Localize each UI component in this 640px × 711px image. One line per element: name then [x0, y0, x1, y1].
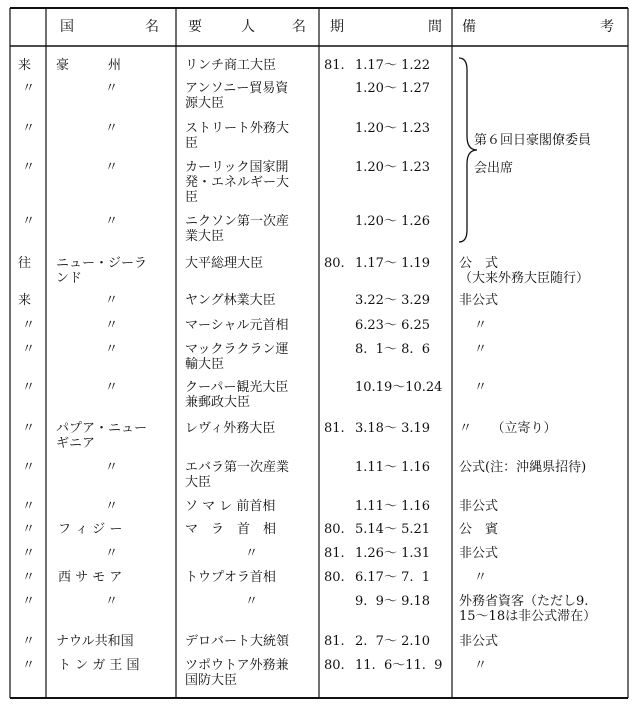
header-country-1: 国 — [60, 19, 74, 35]
header-note-2: 考 — [600, 19, 614, 35]
cell-direction: 〃 — [22, 522, 36, 537]
cell-country: 〃 — [105, 460, 119, 475]
group-note: 第６回日豪閣僚委員 会出席 — [474, 133, 592, 176]
cell-direction: 〃 — [22, 546, 36, 561]
cell-direction: 来 — [18, 58, 32, 73]
cell-direction: 来 — [18, 293, 32, 308]
cell-country: フ ィ ジ ー — [58, 522, 123, 537]
cell-period: 1.26～ 1.31 — [355, 546, 431, 561]
cell-country: 〃 — [105, 318, 119, 333]
header-country-2: 名 — [145, 19, 159, 35]
cell-direction: 〃 — [22, 214, 36, 229]
cell-country: 〃 — [105, 81, 119, 96]
cell-note: 〃 — [474, 380, 488, 395]
cell-year: 81. — [324, 634, 345, 649]
cell-country: ニュー・ジーラ ンド — [56, 256, 148, 286]
cell-person: ストリート外務大 臣 — [185, 121, 290, 151]
cell-country: ト ン ガ 王 国 — [58, 658, 140, 673]
cell-direction: 〃 — [22, 421, 36, 436]
cell-person: ソ マ レ 前首相 — [185, 499, 276, 514]
cell-country: 〃 — [105, 160, 119, 175]
cell-country: 〃 — [105, 342, 119, 357]
cell-note: 非公式 — [459, 293, 499, 308]
cell-note: 公式(注：沖縄県招待) — [459, 460, 587, 475]
cell-direction: 〃 — [22, 460, 36, 475]
cell-year: 80. — [324, 658, 345, 673]
cell-country: 〃 — [105, 214, 119, 229]
cell-note: 非公式 — [459, 499, 499, 514]
cell-period: 1.17～ 1.19 — [355, 256, 431, 271]
cell-period: 9. 9～ 9.18 — [355, 594, 431, 609]
cell-country: 西 サ モ ア — [58, 570, 123, 585]
cell-period: 1.11～ 1.16 — [355, 460, 431, 475]
cell-period: 5.14～ 5.21 — [355, 522, 431, 537]
cell-person: 〃 — [245, 546, 259, 561]
cell-period: 1.17～ 1.22 — [355, 58, 431, 73]
cell-country: パプア・ニュー ギニア — [56, 421, 148, 451]
cell-period: 3.22～ 3.29 — [355, 293, 431, 308]
header-period-1: 期 — [330, 19, 344, 35]
cell-person: マックラクラン運 輸大臣 — [185, 342, 289, 372]
cell-person: ヤング林業大臣 — [185, 293, 276, 308]
cell-direction: 〃 — [22, 318, 36, 333]
cell-country: 〃 — [105, 499, 119, 514]
cell-period: 3.18～ 3.19 — [355, 421, 431, 436]
cell-direction: 〃 — [22, 121, 36, 136]
cell-direction: 〃 — [22, 658, 36, 673]
cell-person: マーシャル元首相 — [185, 318, 289, 333]
header-person-2: 人 — [241, 19, 255, 35]
cell-person: ニクソン第一次産 業大臣 — [185, 214, 290, 244]
cell-period: 6.23～ 6.25 — [355, 318, 431, 333]
cell-period: 1.20～ 1.23 — [355, 121, 431, 136]
cell-note: 公 式 （大来外務大臣随行） — [459, 256, 590, 286]
cell-year: 80. — [324, 522, 345, 537]
cell-year: 81. — [324, 546, 345, 561]
cell-country: 〃 — [105, 121, 119, 136]
cell-direction: 〃 — [22, 594, 36, 609]
cell-note: 外務省資客（ただし9. 15～18は非公式滞在） — [459, 594, 597, 624]
cell-person: ツポウトア外務兼 国防大臣 — [185, 658, 289, 688]
header-note-1: 備 — [462, 19, 476, 35]
cell-note: 〃 （立寄り） — [459, 421, 557, 436]
header-period-2: 間 — [428, 19, 442, 35]
cell-direction: 〃 — [22, 342, 36, 357]
cell-year: 80. — [324, 570, 345, 585]
cell-period: 1.20～ 1.27 — [355, 81, 431, 96]
header-person-3: 名 — [292, 19, 306, 35]
cell-country: ナウル共和国 — [56, 634, 134, 649]
cell-person: 大平総理大臣 — [185, 256, 264, 271]
cell-country: 〃 — [105, 380, 119, 395]
cell-person: デロバート大統領 — [185, 634, 290, 649]
cell-year: 81. — [324, 58, 345, 73]
cell-period: 2. 7～ 2.10 — [355, 634, 431, 649]
header-person-1: 要 — [188, 19, 202, 35]
cell-period: 11. 6～11. 9 — [355, 658, 443, 673]
cell-direction: 〃 — [22, 380, 36, 395]
cell-year: 81. — [324, 421, 345, 436]
cell-note: 非公式 — [459, 546, 499, 561]
cell-direction: 〃 — [22, 81, 36, 96]
cell-country: 〃 — [105, 293, 119, 308]
cell-note: 〃 — [474, 658, 488, 673]
cell-period: 1.11～ 1.16 — [355, 499, 431, 514]
cell-person: マ ラ 首 相 — [185, 522, 277, 537]
cell-note: 非公式 — [459, 634, 499, 649]
cell-direction: 〃 — [22, 570, 36, 585]
cell-person: トウプオラ首相 — [185, 570, 276, 585]
cell-person: リンチ商工大臣 — [185, 58, 277, 73]
cell-person: レヴィ外務大臣 — [185, 421, 276, 436]
cell-period: 8. 1～ 8. 6 — [355, 342, 431, 357]
cell-country: 豪 州 — [56, 58, 122, 73]
cell-direction: 〃 — [22, 499, 36, 514]
cell-note: 〃 — [474, 570, 488, 585]
cell-year: 80. — [324, 256, 345, 271]
cell-period: 1.20～ 1.23 — [355, 160, 431, 175]
cell-person: クーパー観光大臣 兼郵政大臣 — [185, 380, 289, 410]
cell-period: 10.19～10.24 — [355, 380, 443, 395]
cell-note: 〃 — [474, 342, 488, 357]
cell-note: 公 賓 — [459, 522, 499, 537]
cell-direction: 〃 — [22, 160, 36, 175]
cell-note: 〃 — [474, 318, 488, 333]
cell-country: 〃 — [105, 546, 119, 561]
cell-person: 〃 — [245, 594, 259, 609]
cell-person: アンソニー貿易資 源大臣 — [185, 81, 289, 111]
cell-person: カーリック国家開 発・エネルギー大 臣 — [185, 160, 290, 205]
cell-period: 1.20～ 1.26 — [355, 214, 431, 229]
cell-period: 6.17～ 7. 1 — [355, 570, 431, 585]
cell-person: エバラ第一次産業 大臣 — [185, 460, 290, 490]
cell-direction: 〃 — [22, 634, 36, 649]
cell-direction: 往 — [18, 256, 32, 271]
cell-country: 〃 — [105, 594, 119, 609]
